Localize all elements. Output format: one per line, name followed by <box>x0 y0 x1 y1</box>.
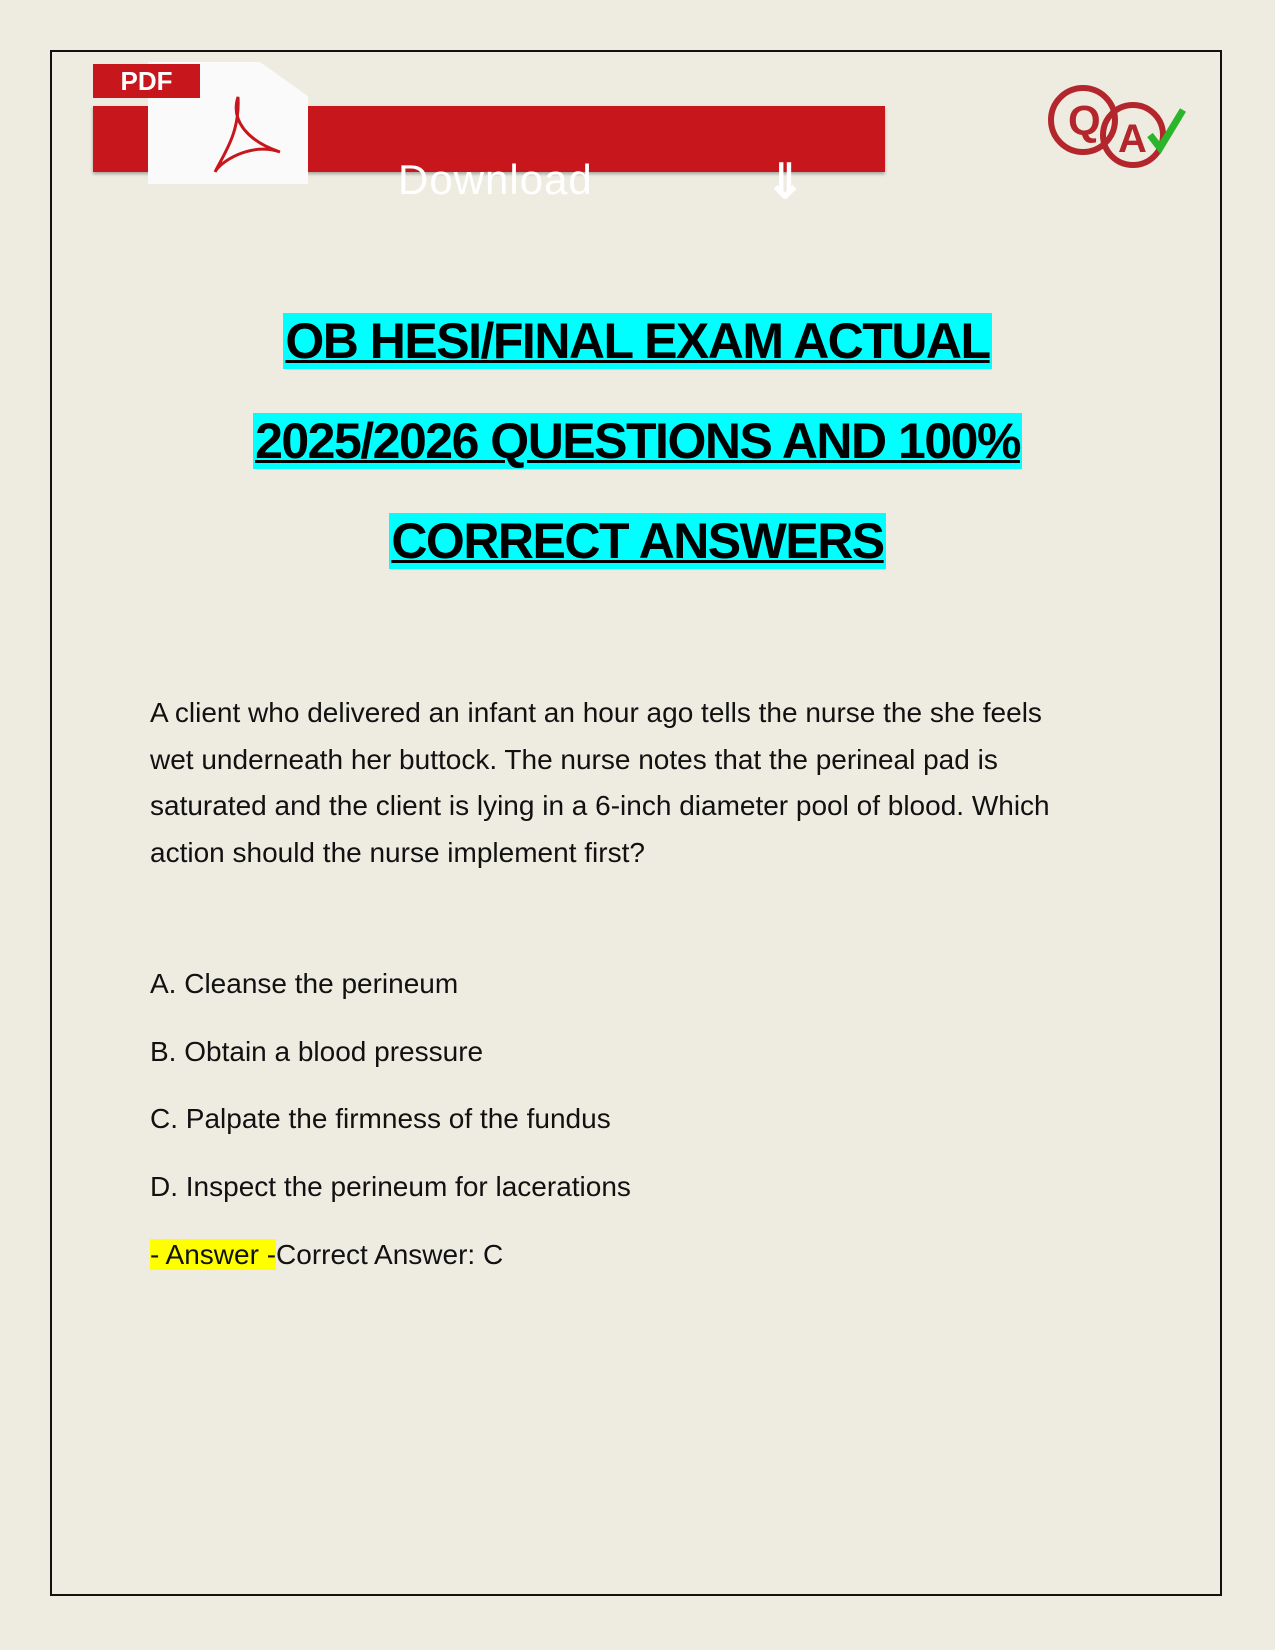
logo-q: Q <box>1068 97 1101 144</box>
option-c: C. Palpate the firmness of the fundus <box>150 1103 611 1134</box>
answer-line <box>150 1239 503 1271</box>
download-label: Download <box>398 156 593 203</box>
question-text: A client who delivered an infant an hour ago tells the nurse the she feels wet underneath her buttock. The nurse notes that the perineal pad is saturated and the client is lying in a 6-inch diameter pool of blood. Which action should the nurse implement first? <box>150 697 1050 868</box>
qa-logo-icon <box>1038 80 1208 180</box>
option-b: B. Obtain a blood pressure <box>150 1036 484 1067</box>
logo-a: A <box>1118 117 1147 161</box>
pdf-label: PDF <box>93 64 200 98</box>
answer-label: - Answer - <box>150 1239 277 1270</box>
down-arrow-icon: ⇓ <box>765 156 806 209</box>
option-d: D. Inspect the perineum for lacerations <box>150 1171 631 1202</box>
option-a: A. Cleanse the perineum <box>150 968 459 999</box>
answer-text: Correct Answer: C <box>276 1239 504 1270</box>
acrobat-icon <box>210 92 290 177</box>
title-line-2: 2025/2026 QUESTIONS AND 100% <box>255 413 1020 469</box>
title-line-3: CORRECT ANSWERS <box>391 513 884 569</box>
pdf-download-banner[interactable] <box>93 62 885 209</box>
title-line-1: OB HESI/FINAL EXAM ACTUAL <box>285 313 990 369</box>
